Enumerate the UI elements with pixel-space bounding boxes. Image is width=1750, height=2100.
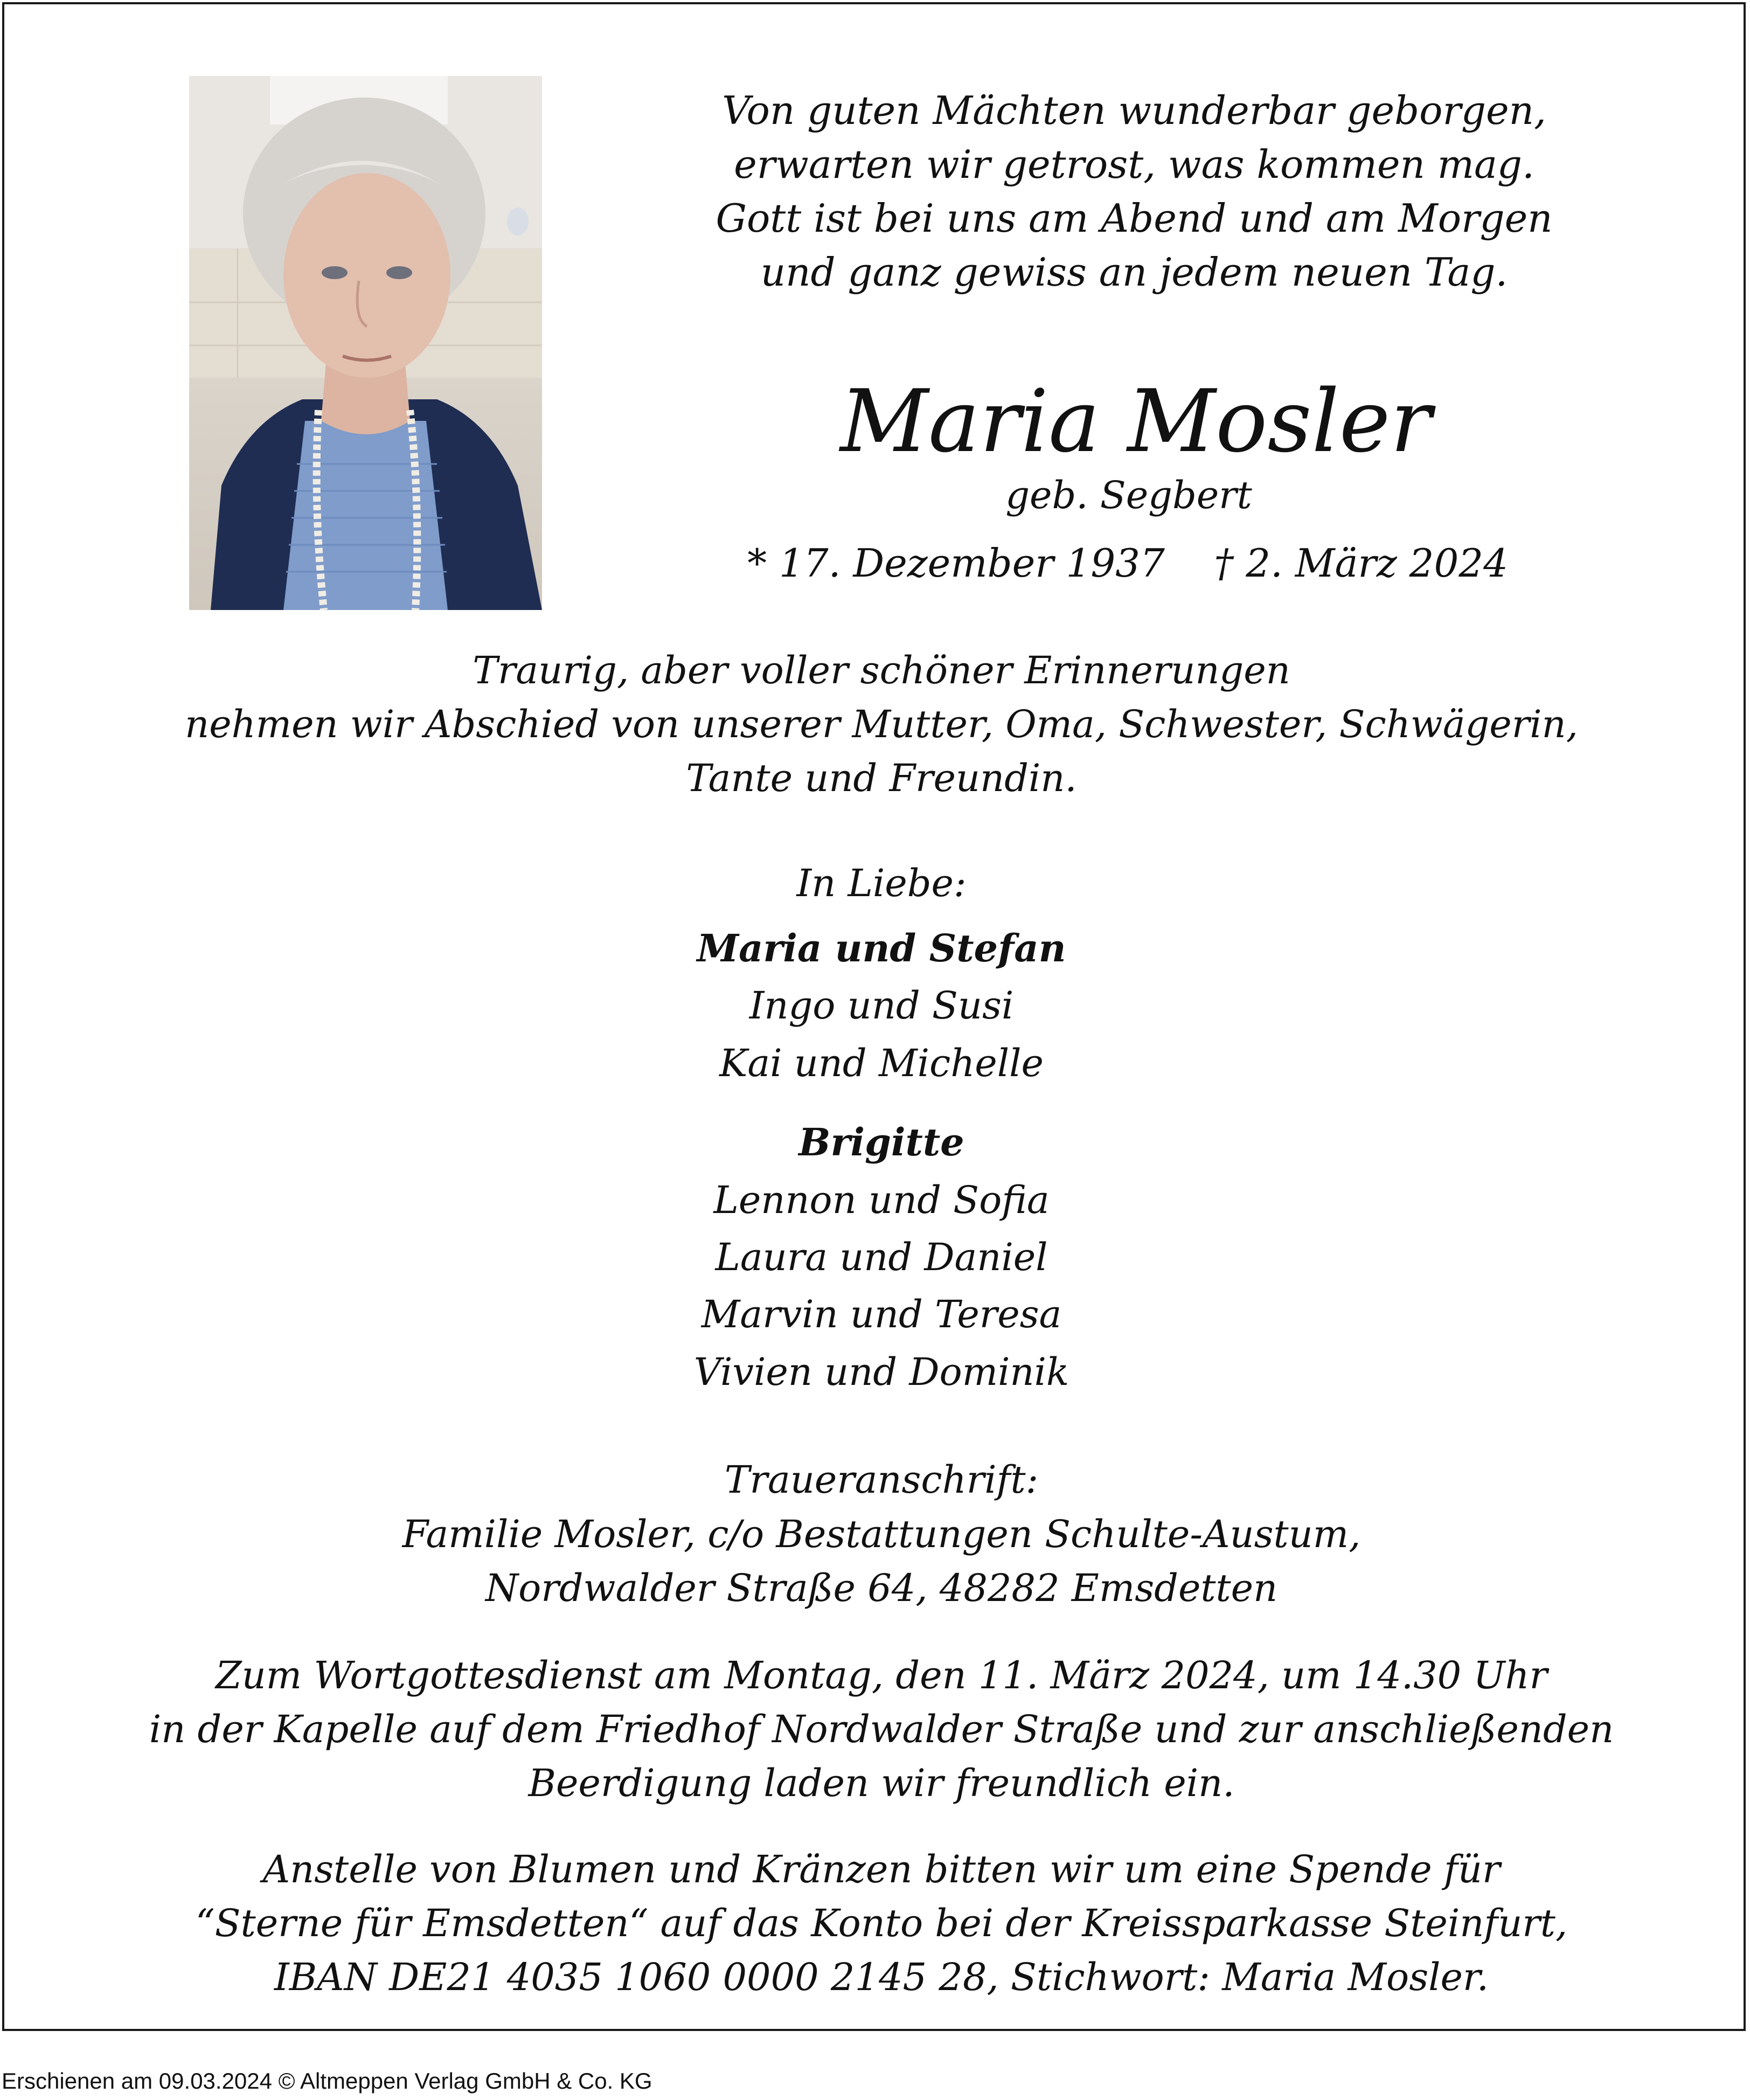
message-line-2: nehmen wir Abschied von unserer Mutter, Oma, Schwester, Schwägerin, (185, 702, 1578, 746)
family-member: Vivien und Dominik (693, 1350, 1070, 1394)
portrait-illustration (189, 76, 542, 610)
publication-footer: Erschienen am 09.03.2024 © Altmeppen Verlag GmbH & Co. KG (2, 2068, 652, 2094)
service-line-3: Beerdigung laden wir freundlich ein. (528, 1761, 1235, 1805)
family-member: Ingo und Susi (749, 983, 1014, 1028)
family-member: Lennon und Sofia (713, 1178, 1050, 1222)
family-member: Marvin und Teresa (701, 1292, 1062, 1336)
family-head-2: Brigitte (798, 1120, 964, 1165)
deceased-name: Maria Mosler (840, 371, 1432, 472)
service-line-2: in der Kapelle auf dem Friedhof Nordwalder Straße und zur anschließenden (149, 1707, 1614, 1751)
maiden-name: geb. Segbert (1005, 473, 1252, 517)
message-line-3: Tante und Freundin. (686, 756, 1077, 800)
death-date: † 2. März 2024 (1214, 540, 1508, 586)
verse-line-1: Von guten Mächten wunderbar geborgen, (722, 88, 1546, 133)
address-label: Traueranschrift: (724, 1458, 1039, 1502)
address-line-1: Familie Mosler, c/o Bestattungen Schulte-Austum, (402, 1512, 1361, 1556)
obituary-notice (2, 2, 1746, 2031)
verse-line-3: Gott ist bei uns am Abend und am Morgen (716, 196, 1553, 241)
family-member: Laura und Daniel (715, 1235, 1048, 1279)
message-line-1: Traurig, aber voller schöner Erinnerungen (473, 648, 1290, 692)
verse-line-4: und ganz gewiss an jedem neuen Tag. (760, 249, 1508, 295)
verse-line-2: erwarten wir getrost, was kommen mag. (734, 142, 1534, 187)
service-line-1: Zum Wortgottesdienst am Montag, den 11. März 2024, um 14.30 Uhr (216, 1653, 1547, 1697)
family-member: Kai und Michelle (719, 1041, 1044, 1085)
portrait-photo (189, 76, 542, 610)
donation-line-2: “Sterne für Emsdetten“ auf das Konto bei der Kreissparkasse Steinfurt, (195, 1901, 1568, 1945)
life-dates (747, 540, 1508, 586)
donation-line-3: IBAN DE21 4035 1060 0000 2145 28, Stichwort: Maria Mosler. (274, 1955, 1489, 1999)
mourners-intro: In Liebe: (796, 861, 967, 905)
family-head-1: Maria und Stefan (697, 926, 1066, 971)
donation-line-1: Anstelle von Blumen und Kränzen bitten wir um eine Spende für (262, 1847, 1501, 1891)
address-line-2: Nordwalder Straße 64, 48282 Emsdetten (485, 1566, 1278, 1610)
birth-date: * 17. Dezember 1937 (747, 540, 1165, 586)
